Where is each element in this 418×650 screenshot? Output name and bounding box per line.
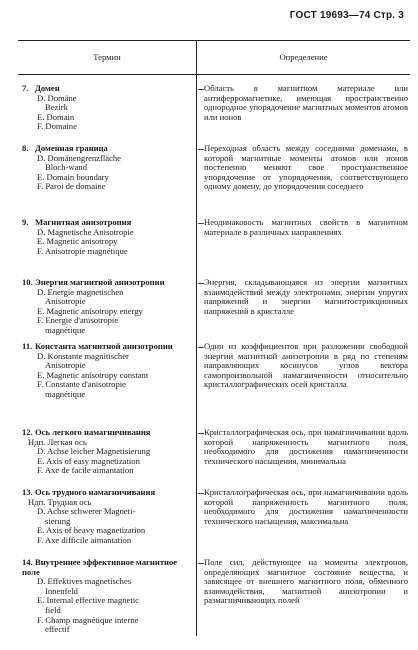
term-translation: Anisotropie	[45, 296, 86, 307]
term-translation: sierung	[45, 515, 71, 526]
term-russian: Константа магнитной анизотропии	[35, 341, 173, 351]
definition-cell: Переходная область между соседними доменами, в которой магнитные моменты атомов или ионов постепенно меняют свое пространственное упорядочение от упорядочения, соответствующего одному домену, до упорядочения соседнего	[204, 143, 408, 192]
term-translation: D. Konstante magnitischer	[37, 350, 129, 361]
term-number: 9.	[22, 217, 29, 227]
term-russian: Энергия магнитной анизотропии	[35, 277, 165, 287]
term-russian: Внутреннее эффективное магнитное поле	[22, 557, 178, 577]
term-translation: E. Magnetic anisotropy	[37, 236, 118, 247]
term-translation: D. Magnetische Anisotropie	[37, 226, 134, 237]
term-translation: D. Achse leicher Magnetisierung	[37, 446, 151, 457]
term-translation: D. Energie magnetischen	[37, 286, 124, 297]
term-translation: E. Magnetic anisotropy constant	[37, 369, 149, 380]
term-number: 12.	[22, 427, 33, 437]
term-russian: Ось трудного намагничивания	[35, 487, 156, 497]
term-translation: E. Domain	[37, 111, 75, 122]
definition-cell: Кристаллографическая ось, при намагничивании вдоль которой напряженность магнитного поля, необходимого для достижения намагниченности технического насыщения, максимальна	[204, 487, 408, 526]
column-header-definition: Определение	[279, 52, 328, 62]
table-top-rule	[18, 40, 410, 41]
term-translation: magnétique	[45, 388, 86, 399]
term-translation: E. Internal effective magnetic	[37, 595, 139, 606]
term-number: 13.	[22, 487, 33, 497]
term-translation: field	[45, 604, 61, 615]
term-translation: E. Axis of heavy magnetization	[37, 525, 146, 536]
term-translation: F. Domaine	[37, 121, 77, 132]
term-translation: F. Anisotropie magnétique	[37, 245, 128, 256]
term-translation: D. Effektives magnetisches	[37, 576, 132, 587]
term-translation: D. Domänengrenzfläche	[37, 152, 121, 163]
term-translation: D. Achse schwerer Magneti-	[37, 506, 136, 517]
term-cell	[22, 278, 194, 336]
term-number: 11.	[22, 341, 33, 351]
term-translation: magnétique	[45, 324, 86, 335]
term-translation: D. Domäne	[37, 92, 77, 103]
column-header-term: Термин	[93, 52, 121, 62]
term-translation: E. Magnetic anisotropy energy	[37, 305, 143, 316]
term-translation: F. Constante d'anisotropie	[37, 379, 126, 390]
term-number: 8.	[22, 143, 29, 153]
term-translation: Bezirk	[45, 102, 68, 113]
term-translation: F. Axe difficile aimantation	[37, 534, 132, 545]
term-translation: F. Paroi de domaine	[37, 181, 106, 192]
definition-cell: Один из коэффициентов при разложении свободной энергии магнитной анизотропии в ряд по степеням направляющих косинусов углов вектора самопроизвольной намагниченности относительно кристаллографических осей кристалла	[204, 341, 408, 390]
definition-cell: Поле сил, действующее на моменты электронов, определяющих магнитное состояние вещества, и зависящее от внешнего магнитного поля, обменного взаимодействия, магнитной анизотропии и размагничивающих полей	[204, 557, 408, 606]
term-cell	[22, 428, 194, 476]
term-number: 10.	[22, 277, 33, 287]
term-translation: effectif	[45, 624, 70, 635]
term-russian: Ось легкого намагничивания	[35, 427, 151, 437]
term-translation: Innenfeld	[45, 585, 78, 596]
terms-table	[18, 40, 410, 636]
term-cell	[22, 84, 194, 132]
term-nonstandard: Ндп. Трудная ось	[28, 496, 92, 507]
term-number: 7.	[22, 83, 29, 93]
definition-cell: Неодинаковость магнитных свойств в магнитном материале в различных направлениях	[204, 217, 408, 237]
term-translation: Anisotropie	[45, 360, 86, 371]
term-cell	[22, 342, 194, 400]
table-header-rule	[18, 74, 410, 75]
page-header: ГОСТ 19693—74 Стр. 3	[289, 10, 404, 21]
term-translation: E. Axis of easy magnetization	[37, 455, 140, 466]
term-translation: E. Domain boundary	[37, 171, 109, 182]
term-cell	[22, 488, 194, 546]
term-number: 14.	[22, 557, 33, 567]
term-translation: F. Energie d'anisotropie	[37, 315, 119, 326]
term-russian: Магнитная анизотропия	[35, 217, 132, 227]
definition-cell: Кристаллографическая ось, при намагничивании вдоль которой напряженность магнитного поля, необходимого для достижения намагниченности технического насыщения, минимальна	[204, 427, 408, 466]
definition-cell: Энергия, складывающаяся из энергии магнитных взаимодействий между электронами, энергии упругих напряжений и энергии магнитострикционных напряжений в кристалле	[204, 277, 408, 316]
term-cell	[22, 144, 194, 192]
definition-cell: Область в магнитном материале или антиферромагнетике, имеющая пространственно однородное упорядочение магнитных моментов атомов или ионов	[204, 83, 408, 122]
term-translation: Bloch-wand	[45, 162, 88, 173]
column-divider	[196, 40, 197, 636]
term-cell	[22, 218, 194, 256]
term-russian: Доменная граница	[35, 143, 108, 153]
term-translation: F. Champ magnétique interne	[37, 614, 139, 625]
term-russian: Домен	[35, 83, 60, 93]
term-translation: F. Axe de facile aimantation	[37, 465, 134, 476]
term-nonstandard: Ндп. Легкая ось	[28, 436, 87, 447]
term-cell	[22, 558, 194, 635]
